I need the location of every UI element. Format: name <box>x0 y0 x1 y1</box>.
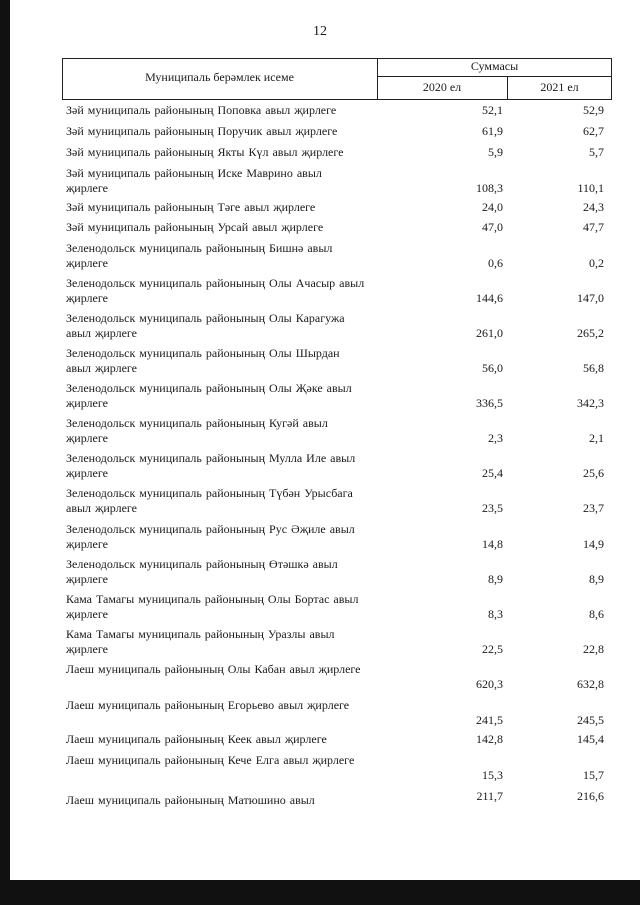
row-name: Кама Тамагы муниципаль районының Уразлы авыл җирлеге <box>66 627 335 656</box>
row-name: Зеленодольск муниципаль районының Өтәшкә авыл җирлеге <box>66 557 338 586</box>
value-2021: 22,8 <box>583 642 604 656</box>
row-name: Кама Тамагы муниципаль районының Олы Бортас авыл җирлеге <box>66 592 359 621</box>
value-2021: 62,7 <box>583 124 604 138</box>
row-name: Зеленодольск муниципаль районының Бишнә авыл җирлеге <box>66 241 333 270</box>
value-2020: 142,8 <box>476 732 503 746</box>
header-year-2021: 2021 ел <box>540 80 579 94</box>
row-name: Зеленодольск муниципаль районының Олы Карагужа авыл җирлеге <box>66 311 345 340</box>
value-2020: 23,5 <box>482 501 503 515</box>
row-name: Лаеш муниципаль районының Кече Елга авыл җирлеге <box>66 753 355 767</box>
value-2021: 24,3 <box>583 200 604 214</box>
value-2021: 110,1 <box>577 181 604 195</box>
value-2020: 24,0 <box>482 200 503 214</box>
value-2021: 0,2 <box>589 256 604 270</box>
value-2021: 5,7 <box>589 145 604 159</box>
row-name: Зеленодольск муниципаль районының Кугәй авыл җирлеге <box>66 416 328 445</box>
value-2021: 2,1 <box>589 431 604 445</box>
value-2020: 56,0 <box>482 361 503 375</box>
value-2020: 47,0 <box>482 220 503 234</box>
value-2020: 336,5 <box>476 396 503 410</box>
value-2021: 145,4 <box>577 732 604 746</box>
row-name: Зәй муниципаль районының Тәге авыл җирлеге <box>66 200 316 214</box>
value-2020: 14,8 <box>482 537 503 551</box>
row-name: Лаеш муниципаль районының Егорьево авыл җирлеге <box>66 698 350 712</box>
row-name: Зеленодольск муниципаль районының Олы Җәке авыл җирлеге <box>66 381 352 410</box>
value-2020: 620,3 <box>476 677 503 691</box>
row-name: Зәй муниципаль районының Иске Маврино авыл җирлеге <box>66 166 322 195</box>
value-2020: 2,3 <box>488 431 503 445</box>
row-name: Зеленодольск муниципаль районының Рус Әҗиле авыл җирлеге <box>66 522 355 551</box>
row-name: Зәй муниципаль районының Урсай авыл җирлеге <box>66 220 324 234</box>
value-2021: 25,6 <box>583 466 604 480</box>
value-2021: 23,7 <box>583 501 604 515</box>
header-year-2020: 2020 ел <box>422 80 462 94</box>
value-2020: 8,3 <box>488 607 503 621</box>
row-name: Зәй муниципаль районының Якты Күл авыл җирлеге <box>66 145 344 159</box>
value-2021: 8,9 <box>589 572 604 586</box>
value-2021: 14,9 <box>583 537 604 551</box>
value-2020: 0,6 <box>488 256 503 270</box>
header-sum: Суммасы <box>470 59 519 73</box>
value-2020: 8,9 <box>488 572 503 586</box>
value-2020: 108,3 <box>476 181 503 195</box>
value-2021: 342,3 <box>577 396 604 410</box>
scan-border-left <box>0 0 10 905</box>
value-2021: 265,2 <box>577 326 604 340</box>
value-2020: 61,9 <box>482 124 503 138</box>
value-2021: 47,7 <box>583 220 604 234</box>
value-2020: 15,3 <box>482 768 503 782</box>
value-2020: 25,4 <box>482 466 503 480</box>
value-2021: 15,7 <box>583 768 604 782</box>
row-name: Зеленодольск муниципаль районының Олы Шырдан авыл җирлеге <box>66 346 340 375</box>
value-2021: 52,9 <box>583 103 604 117</box>
row-name: Зәй муниципаль районының Поповка авыл җирлеге <box>66 103 337 117</box>
row-name: Зеленодольск муниципаль районының Түбән Урысбага авыл җирлеге <box>66 486 353 515</box>
header-divider <box>377 76 612 77</box>
value-2020: 52,1 <box>482 103 503 117</box>
value-2020: 22,5 <box>482 642 503 656</box>
row-name: Зеленодольск муниципаль районының Олы Ачасыр авыл җирлеге <box>66 276 365 305</box>
row-name: Зеленодольск муниципаль районының Мулла Иле авыл җирлеге <box>66 451 356 480</box>
value-2020: 211,7 <box>476 789 503 803</box>
scan-border-bottom <box>0 880 640 905</box>
value-2020: 5,9 <box>488 145 503 159</box>
value-2021: 147,0 <box>577 291 604 305</box>
row-name: Лаеш муниципаль районының Олы Кабан авыл җирлеге <box>66 662 361 676</box>
value-2021: 632,8 <box>577 677 604 691</box>
header-municipality-name: Муниципаль берәмлек исеме <box>145 70 294 84</box>
value-2021: 245,5 <box>577 713 604 727</box>
row-name: Лаеш муниципаль районының Матюшино авыл <box>66 793 315 807</box>
value-2021: 56,8 <box>583 361 604 375</box>
value-2020: 144,6 <box>476 291 503 305</box>
value-2021: 8,6 <box>589 607 604 621</box>
value-2021: 216,6 <box>577 789 604 803</box>
page-number: 12 <box>313 24 327 39</box>
row-name: Зәй муниципаль районының Поручик авыл җирлеге <box>66 124 338 138</box>
row-name: Лаеш муниципаль районының Кеек авыл җирлеге <box>66 732 327 746</box>
value-2020: 261,0 <box>476 326 503 340</box>
value-2020: 241,5 <box>476 713 503 727</box>
